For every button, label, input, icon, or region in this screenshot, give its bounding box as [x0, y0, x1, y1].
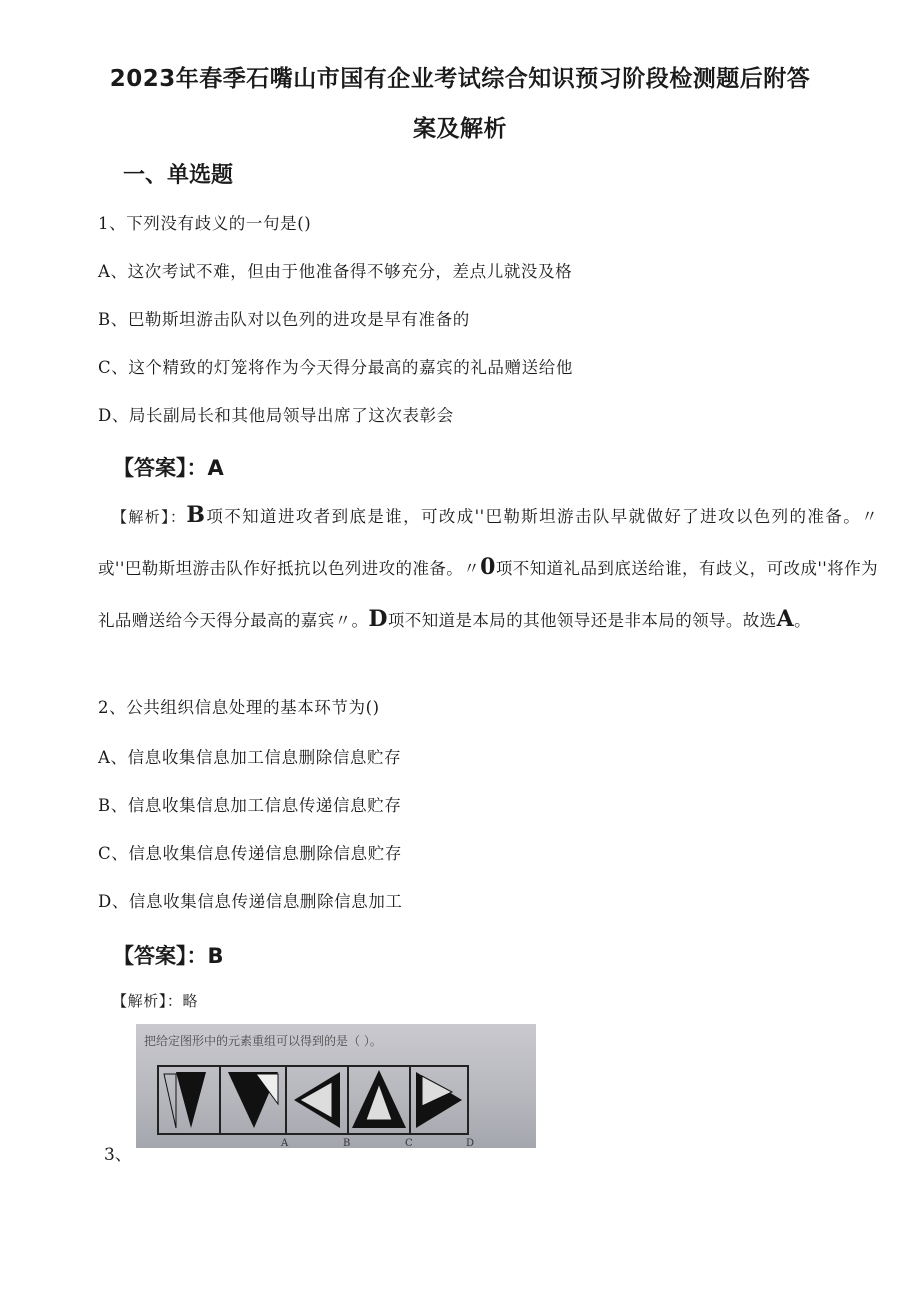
q2-expl-label: 【解析】：	[112, 992, 183, 1010]
q1-explanation	[98, 490, 878, 646]
q1-expl-label: 【解析】：	[112, 508, 187, 526]
q3-figure-caption: 把给定图形中的元素重组可以得到的是（ ）。	[144, 1034, 382, 1048]
q1-option-d: D、局长副局长和其他局领导出席了这次表彰会	[98, 406, 454, 425]
q1-option-b: B、巴勒斯坦游击队对以色列的进攻是早有准备的	[98, 310, 470, 329]
q1-expl-b: B	[186, 502, 206, 528]
q1-answer	[113, 452, 224, 482]
doc-title-line1: 2023年春季石嘴山市国有企业考试综合知识预习阶段检测题后附答	[109, 66, 811, 92]
q2-option-a: A、信息收集信息加工信息删除信息贮存	[98, 748, 402, 767]
q3-figure-shapes	[136, 1024, 536, 1148]
q3-image-option-a: A	[281, 1138, 289, 1148]
q1-stem: 1、下列没有歧义的一句是()	[98, 214, 312, 233]
q2-answer-label: 【答案】：	[113, 944, 208, 968]
q2-option-d: D、信息收集信息传递信息删除信息加工	[98, 892, 403, 911]
q3-number: 3、	[104, 1145, 132, 1165]
q3-image-option-b: B	[343, 1138, 351, 1148]
q1-answer-value: A	[207, 456, 224, 480]
q1-expl-a: A	[776, 606, 795, 632]
q1-option-a: A、这次考试不难，但由于他准备得不够充分，差点儿就没及格	[98, 262, 573, 281]
q3-image-option-c: C	[405, 1138, 413, 1148]
q1-expl-p3: 项不知道是本局的其他领导还是非本局的领导。故选	[387, 611, 777, 630]
q2-stem: 2、公共组织信息处理的基本环节为()	[98, 698, 380, 717]
q1-answer-label: 【答案】：	[113, 456, 208, 480]
q2-option-b: B、信息收集信息加工信息传递信息贮存	[98, 796, 402, 815]
q1-expl-0: 0	[480, 554, 496, 580]
q1-expl-d: D	[368, 606, 388, 632]
section-heading: 一、单选题	[123, 163, 234, 188]
q1-expl-p1: 项不知道进攻者到底是谁，可改成''巴勒斯坦游击队早就做好了进攻以色列的准备。〃或''巴勒斯坦游击队作好抵抗以色列进攻的准备。〃	[98, 507, 878, 578]
q3-image-option-d: D	[466, 1138, 475, 1148]
q3-figure-photo	[136, 1024, 536, 1148]
q2-explanation	[112, 990, 198, 1011]
q2-answer-value: B	[207, 944, 224, 968]
q2-expl-text: 略	[182, 992, 199, 1010]
q1-expl-p2: 项不知道礼品到底送给谁，有歧义，可改成''将作为礼品赠送给今天得分最高的嘉宾〃。	[98, 559, 878, 630]
q2-option-c: C、信息收集信息传递信息删除信息贮存	[98, 844, 402, 863]
q2-answer	[113, 940, 224, 970]
q1-option-c: C、这个精致的灯笼将作为今天得分最高的嘉宾的礼品赠送给他	[98, 358, 573, 377]
doc-title-line2: 案及解析	[413, 116, 507, 142]
q1-expl-end: 。	[794, 611, 811, 630]
